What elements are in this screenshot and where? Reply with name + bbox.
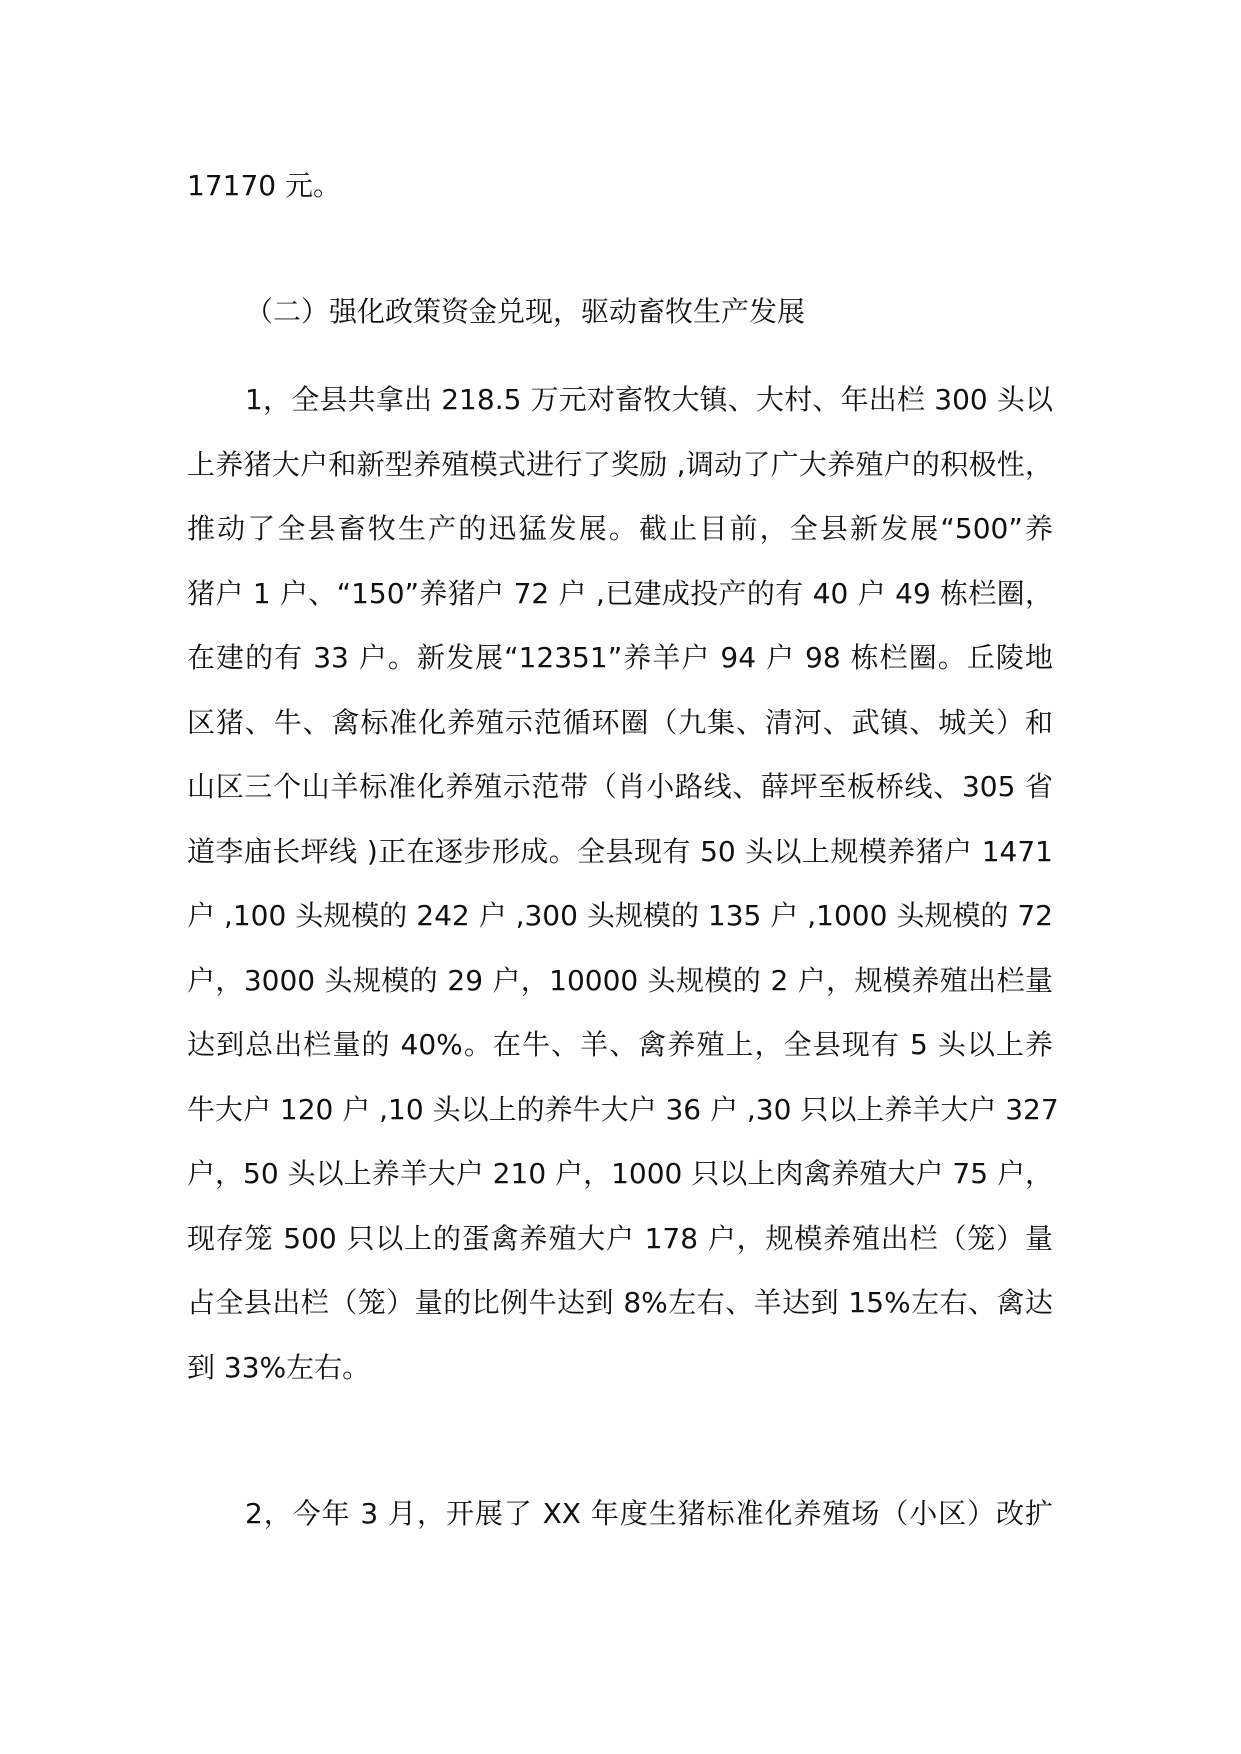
paragraph-1-line-6: 区猪、牛、禽标准化养殖示范循环圈（九集、清河、武镇、城关）和 (187, 705, 1053, 739)
paragraph-tail-line: 17170 元。 (187, 169, 341, 202)
paragraph-1-line-12: 牛大户 120 户 ,10 头以上的养牛大户 36 户 ,30 只以上养羊大户 327 (187, 1092, 1059, 1126)
paragraph-1-line-9: 户 ,100 头规模的 242 户 ,300 头规模的 135 户 ,1000 头规模的 72 (187, 899, 1053, 932)
paragraph-1-line-3: 推动了全县畜牧生产的迅猛发展。截止目前，全县新发展“500”养 (187, 512, 1053, 545)
paragraph-1 (187, 368, 1059, 1400)
paragraph-1-line-4: 猪户 1 户、“150”养猪户 72 户 ,已建成投产的有 40 户 49 栋栏圈， (187, 576, 1053, 610)
paragraph-1-line-13: 户，50 头以上养羊大户 210 户，1000 只以上肉禽养殖大户 75 户， (187, 1157, 1053, 1190)
paragraph-1-line-1: 1，全县共拿出 218.5 万元对畜牧大镇、大村、年出栏 300 头以 (245, 383, 1053, 416)
paragraph-2 (187, 1482, 1053, 1547)
paragraph-2-line-1: 2，今年 3 月，开展了 XX 年度生猪标准化养殖场（小区）改扩 (245, 1497, 1053, 1530)
paragraph-1-line-16: 到 33%左右。 (187, 1350, 371, 1384)
paragraph-1-line-15: 占全县出栏（笼）量的比例牛达到 8%左右、羊达到 15%左右、禽达 (187, 1286, 1053, 1319)
paragraph-1-line-2: 上养猪大户和新型养殖模式进行了奖励 ,调动了广大养殖户的积极性， (187, 447, 1053, 481)
paragraph-1-line-11: 达到总出栏量的 40%。在牛、羊、禽养殖上，全县现有 5 头以上养 (187, 1028, 1053, 1061)
paragraph-1-line-10: 户，3000 头规模的 29 户，10000 头规模的 2 户，规模养殖出栏量 (187, 963, 1053, 997)
paragraph-1-line-8: 道李庙长坪线 )正在逐步形成。全县现有 50 头以上规模养猪户 1471 (187, 834, 1053, 868)
section-heading: （二）强化政策资金兑现，驱动畜牧生产发展 (245, 295, 806, 328)
paragraph-1-line-7: 山区三个山羊标准化养殖示范带（肖小路线、薛坪至板桥线、305 省 (187, 770, 1053, 803)
paragraph-1-line-5: 在建的有 33 户。新发展“12351”养羊户 94 户 98 栋栏圈。丘陵地 (187, 641, 1053, 674)
paragraph-1-line-14: 现存笼 500 只以上的蛋禽养殖大户 178 户，规模养殖出栏（笼）量 (187, 1221, 1053, 1255)
